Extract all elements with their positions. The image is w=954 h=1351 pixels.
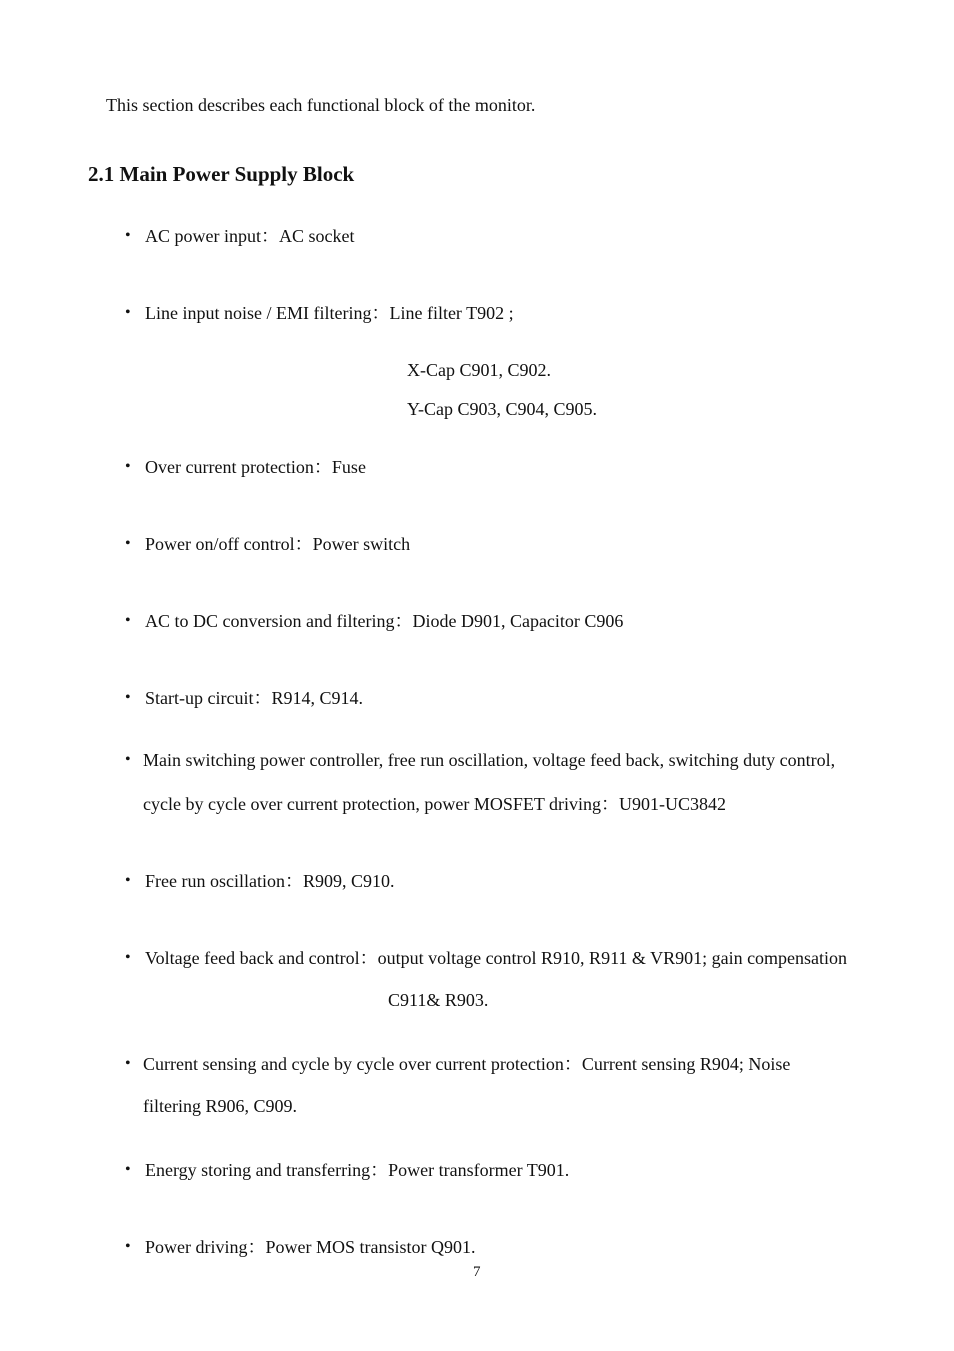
list-item-emi-xcap: X-Cap C901, C902.: [407, 360, 551, 380]
list-item-free-run: Free run oscillation：R909, C910.: [145, 871, 395, 891]
list-item-startup: Start-up circuit：R914, C914.: [145, 688, 363, 708]
bullet-marker: •: [125, 458, 131, 475]
bullet-marker: •: [125, 689, 131, 706]
list-item-emi-filtering: Line input noise / EMI filtering：Line filter T902 ;: [145, 303, 514, 323]
list-item-over-current: Over current protection：Fuse: [145, 457, 366, 477]
bullet-marker: •: [125, 751, 131, 768]
bullet-marker: •: [125, 949, 131, 966]
section-heading: 2.1 Main Power Supply Block: [88, 162, 355, 186]
page-number: 7: [473, 1264, 481, 1280]
list-item-emi-ycap: Y-Cap C903, C904, C905.: [407, 399, 598, 419]
list-item-current-sensing-cont: filtering R906, C909.: [143, 1096, 297, 1116]
bullet-marker: •: [125, 1055, 131, 1072]
bullet-marker: •: [125, 612, 131, 629]
list-item-voltage-feedback: Voltage feed back and control：output voltage control R910, R911 & VR901; gain compensation: [145, 948, 848, 968]
list-item-power-onoff: Power on/off control：Power switch: [145, 534, 411, 554]
bullet-marker: •: [125, 227, 131, 244]
bullet-marker: •: [125, 304, 131, 321]
list-item-main-controller-cont: cycle by cycle over current protection, power MOSFET driving：U901-UC3842: [143, 794, 727, 814]
list-item-power-driving: Power driving：Power MOS transistor Q901.: [145, 1237, 476, 1257]
list-item-current-sensing: Current sensing and cycle by cycle over current protection：Current sensing R904; Noise: [143, 1054, 791, 1074]
list-item-ac-input: AC power input：AC socket: [145, 226, 355, 246]
bullet-marker: •: [125, 1238, 131, 1255]
list-item-main-controller: Main switching power controller, free run oscillation, voltage feed back, switching duty control,: [143, 750, 836, 770]
list-item-ac-dc: AC to DC conversion and filtering：Diode D901, Capacitor C906: [145, 611, 624, 631]
list-item-energy-storing: Energy storing and transferring：Power transformer T901.: [145, 1160, 570, 1180]
bullet-marker: •: [125, 872, 131, 889]
intro-paragraph: This section describes each functional block of the monitor.: [106, 95, 536, 115]
bullet-marker: •: [125, 535, 131, 552]
list-item-voltage-feedback-cont: C911& R903.: [388, 990, 489, 1010]
bullet-marker: •: [125, 1161, 131, 1178]
